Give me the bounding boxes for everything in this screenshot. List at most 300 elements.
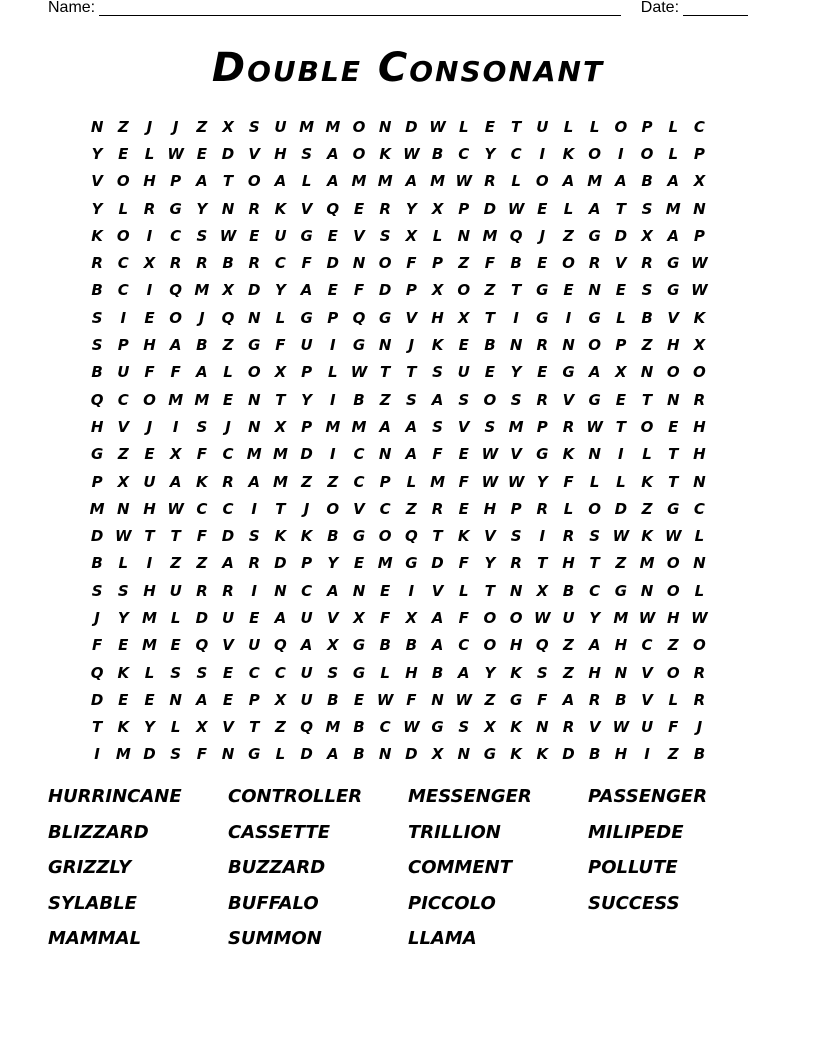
grid-letter: K — [562, 144, 575, 163]
grid-letter: D — [378, 281, 392, 300]
grid-letter: D — [143, 745, 156, 764]
grid-letter: S — [91, 581, 103, 600]
grid-letter: T — [615, 199, 626, 218]
grid-letter: F — [563, 472, 574, 491]
grid-letter: E — [144, 690, 155, 709]
grid-letter: M — [142, 608, 157, 627]
grid-letter: T — [275, 499, 286, 518]
grid-letter: T — [91, 718, 103, 737]
grid-letter: K — [457, 527, 470, 546]
grid-letter: V — [667, 308, 680, 327]
grid-letter: L — [301, 172, 312, 191]
grid-letter: N — [588, 445, 601, 464]
grid-letter: W — [481, 472, 499, 491]
grid-letter: L — [275, 308, 286, 327]
grid-letter: F — [406, 254, 417, 273]
grid-letter: E — [327, 281, 338, 300]
grid-letter: U — [117, 363, 130, 382]
grid-letter: O — [352, 144, 366, 163]
grid-letter: Z — [641, 336, 653, 355]
grid-letter: I — [539, 144, 546, 163]
grid-letter: O — [535, 172, 549, 191]
grid-letter: C — [458, 144, 470, 163]
grid-letter: A — [326, 144, 339, 163]
grid-letter: T — [641, 390, 653, 409]
grid-letter: O — [588, 144, 602, 163]
grid-letter: G — [667, 281, 680, 300]
grid-letter: O — [509, 608, 523, 627]
grid-letter: M — [142, 636, 157, 655]
grid-letter: D — [90, 527, 104, 546]
grid-letter: L — [406, 472, 417, 491]
grid-letter: F — [353, 281, 365, 300]
grid-letter: B — [641, 172, 653, 191]
grid-letter: R — [562, 527, 575, 546]
grid-letter: N — [457, 226, 470, 245]
grid-letter: V — [641, 690, 653, 709]
grid-letter: W — [455, 172, 472, 191]
grid-letter: L — [118, 199, 129, 218]
grid-letter: R — [693, 690, 706, 709]
grid-letter: I — [120, 308, 127, 327]
grid-letter: I — [329, 336, 336, 355]
grid-letter: S — [248, 527, 260, 546]
grid-letter: W — [167, 499, 184, 518]
grid-letter: Q — [352, 308, 366, 327]
grid-letter: Z — [667, 745, 679, 764]
grid-row — [84, 277, 713, 304]
grid-letter: S — [536, 663, 548, 682]
grid-letter: W — [638, 608, 656, 627]
grid-letter: S — [117, 581, 129, 600]
grid-letter: X — [431, 199, 444, 218]
grid-letter: N — [509, 581, 523, 600]
grid-letter: J — [172, 117, 179, 136]
grid-letter: L — [563, 499, 574, 518]
grid-letter: G — [248, 745, 261, 764]
grid-letter: N — [457, 745, 470, 764]
grid-letter: U — [300, 336, 313, 355]
grid-letter: V — [222, 636, 234, 655]
grid-letter: Z — [117, 117, 129, 136]
grid-letter: W — [219, 226, 237, 245]
grid-letter: W — [691, 281, 708, 300]
grid-letter: F — [91, 636, 103, 655]
grid-letter: M — [587, 172, 603, 191]
grid-letter: P — [170, 172, 182, 191]
grid-letter: S — [510, 527, 522, 546]
grid-letter: E — [144, 445, 155, 464]
grid-letter: K — [510, 745, 522, 764]
grid-row — [84, 249, 713, 276]
grid-letter: S — [641, 199, 653, 218]
date-field-line — [683, 1, 748, 16]
grid-letter: S — [327, 663, 339, 682]
grid-letter: A — [169, 472, 182, 491]
grid-letter: K — [117, 663, 130, 682]
grid-letter: O — [169, 308, 183, 327]
grid-letter: T — [432, 527, 443, 546]
grid-letter: G — [483, 745, 497, 764]
grid-letter: Q — [404, 527, 418, 546]
grid-letter: C — [379, 499, 391, 518]
grid-letter: S — [458, 390, 470, 409]
grid-letter: E — [118, 690, 129, 709]
word-list-item: CASSETTE — [228, 821, 330, 843]
grid-letter: A — [274, 172, 287, 191]
grid-letter: C — [117, 254, 129, 273]
grid-letter: A — [588, 636, 601, 655]
grid-letter: N — [378, 117, 392, 136]
grid-letter: H — [431, 308, 444, 327]
grid-letter: B — [327, 690, 339, 709]
grid-letter: H — [483, 499, 497, 518]
grid-letter: M — [377, 172, 393, 191]
grid-letter: Q — [274, 636, 287, 655]
grid-letter: I — [172, 417, 179, 436]
grid-letter: R — [536, 390, 549, 409]
grid-letter: P — [458, 199, 470, 218]
grid-letter: N — [693, 472, 706, 491]
grid-letter: B — [693, 745, 706, 764]
grid-letter: T — [275, 390, 286, 409]
grid-letter: V — [248, 144, 261, 163]
grid-letter: O — [483, 390, 497, 409]
grid-letter: Q — [326, 199, 340, 218]
grid-letter: W — [167, 144, 184, 163]
grid-letter: W — [403, 144, 420, 163]
grid-letter: K — [536, 745, 549, 764]
grid-letter: N — [247, 417, 261, 436]
grid-letter: B — [431, 663, 444, 682]
grid-letter: P — [327, 308, 339, 327]
grid-letter: R — [196, 254, 208, 273]
grid-letter: E — [327, 226, 338, 245]
grid-letter: G — [509, 690, 523, 709]
grid-letter: H — [588, 663, 601, 682]
grid-letter: V — [562, 390, 575, 409]
page-title: Double Consonant — [211, 45, 605, 91]
grid-letter: M — [665, 199, 681, 218]
grid-letter: W — [534, 608, 551, 627]
grid-letter: H — [693, 445, 706, 464]
grid-letter: O — [666, 363, 680, 382]
grid-letter: F — [144, 363, 155, 382]
grid-letter: H — [274, 144, 287, 163]
grid-letter: M — [194, 390, 210, 409]
grid-letter: B — [91, 281, 103, 300]
grid-row — [84, 522, 713, 549]
grid-letter: B — [222, 254, 234, 273]
grid-letter: J — [303, 499, 310, 518]
grid-row — [84, 659, 713, 686]
grid-row — [84, 604, 713, 631]
grid-letter: L — [668, 690, 678, 709]
word-list-item: BLIZZARD — [48, 821, 149, 843]
grid-letter: V — [615, 254, 627, 273]
grid-letter: A — [457, 663, 470, 682]
grid-letter: L — [616, 472, 626, 491]
word-list-item: BUZZARD — [228, 857, 326, 878]
grid-letter: C — [353, 445, 365, 464]
grid-letter: L — [642, 445, 652, 464]
grid-row — [84, 386, 713, 413]
grid-letter: E — [144, 308, 155, 327]
grid-letter: M — [482, 226, 498, 245]
grid-letter: R — [693, 390, 706, 409]
grid-letter: A — [196, 363, 208, 382]
grid-letter: D — [405, 117, 418, 136]
grid-letter: L — [144, 663, 155, 682]
grid-letter: Q — [169, 281, 183, 300]
grid-letter: I — [146, 281, 153, 300]
grid-letter: M — [89, 499, 105, 518]
grid-letter: G — [588, 308, 601, 327]
grid-letter: V — [326, 608, 339, 627]
grid-letter: H — [614, 636, 628, 655]
grid-letter: Z — [196, 554, 208, 573]
grid-letter: U — [562, 608, 575, 627]
grid-letter: S — [170, 663, 182, 682]
grid-letter: O — [247, 363, 261, 382]
word-list-item: SYLABLE — [48, 892, 137, 914]
grid-letter: I — [251, 499, 258, 518]
grid-letter: G — [169, 199, 182, 218]
grid-letter: D — [562, 745, 575, 764]
grid-letter: C — [353, 472, 365, 491]
grid-letter: Z — [405, 499, 417, 518]
grid-letter: A — [248, 472, 261, 491]
grid-letter: X — [222, 281, 234, 300]
grid-letter: N — [247, 308, 261, 327]
grid-letter: L — [223, 363, 233, 382]
grid-letter: G — [536, 308, 549, 327]
grid-letter: M — [613, 608, 629, 627]
word-list-item: MAMMAL — [48, 928, 142, 949]
grid-row — [84, 441, 713, 468]
grid-letter: W — [115, 527, 132, 546]
grid-letter: Z — [117, 445, 129, 464]
grid-letter: H — [614, 745, 628, 764]
grid-letter: A — [196, 690, 208, 709]
grid-letter: G — [90, 445, 104, 464]
grid-letter: E — [118, 144, 129, 163]
grid-letter: U — [169, 581, 182, 600]
grid-row — [84, 495, 713, 522]
grid-letter: D — [614, 499, 628, 518]
grid-letter: T — [249, 718, 260, 737]
grid-letter: A — [431, 608, 444, 627]
grid-letter: X — [222, 117, 234, 136]
grid-letter: D — [247, 281, 261, 300]
grid-letter: Y — [484, 144, 496, 163]
grid-letter: Z — [667, 636, 679, 655]
grid-letter: P — [117, 336, 129, 355]
grid-letter: V — [641, 663, 653, 682]
grid-letter: J — [539, 226, 546, 245]
grid-letter: M — [325, 417, 341, 436]
grid-letter: V — [457, 417, 470, 436]
grid-letter: W — [612, 527, 630, 546]
grid-letter: B — [431, 144, 444, 163]
grid-letter: O — [352, 117, 366, 136]
grid-letter: F — [458, 554, 469, 573]
grid-letter: H — [562, 554, 575, 573]
grid-letter: K — [641, 472, 653, 491]
grid-letter: E — [222, 690, 234, 709]
grid-letter: W — [455, 690, 472, 709]
grid-row — [84, 222, 713, 249]
grid-letter: E — [615, 390, 626, 409]
grid-letter: X — [693, 172, 706, 191]
grid-letter: D — [431, 554, 444, 573]
grid-letter: R — [693, 663, 706, 682]
grid-letter: D — [405, 745, 418, 764]
grid-letter: X — [405, 226, 418, 245]
grid-letter: G — [431, 718, 444, 737]
grid-letter: N — [247, 390, 261, 409]
grid-letter: K — [300, 527, 313, 546]
grid-letter: D — [90, 690, 104, 709]
grid-letter: O — [562, 254, 575, 273]
grid-letter: V — [484, 527, 496, 546]
grid-letter: M — [508, 417, 524, 436]
grid-letter: U — [248, 636, 261, 655]
grid-letter: R — [588, 690, 601, 709]
grid-letter: L — [432, 226, 443, 245]
grid-letter: H — [693, 417, 706, 436]
grid-letter: E — [222, 390, 234, 409]
grid-letter: R — [484, 172, 496, 191]
grid-letter: O — [693, 363, 706, 382]
grid-letter: J — [225, 417, 231, 436]
grid-letter: I — [513, 308, 519, 327]
grid-letter: O — [614, 117, 628, 136]
grid-letter: J — [199, 308, 205, 327]
grid-letter: X — [353, 608, 365, 627]
grid-letter: J — [408, 336, 415, 355]
grid-letter: H — [143, 172, 156, 191]
grid-letter: F — [406, 690, 417, 709]
grid-letter: W — [403, 718, 420, 737]
grid-letter: U — [274, 117, 287, 136]
name-field-line — [99, 1, 621, 16]
grid-letter: N — [378, 745, 392, 764]
grid-letter: S — [641, 281, 653, 300]
grid-letter: P — [510, 499, 522, 518]
grid-letter: X — [169, 445, 182, 464]
grid-letter: M — [246, 445, 262, 464]
grid-letter: C — [117, 281, 129, 300]
grid-letter: T — [615, 417, 626, 436]
grid-letter: Y — [510, 363, 522, 382]
grid-letter: L — [144, 144, 155, 163]
grid-letter: B — [562, 581, 575, 600]
grid-letter: X — [641, 226, 653, 245]
grid-letter: C — [301, 581, 313, 600]
grid-letter: L — [589, 472, 600, 491]
grid-letter: N — [588, 281, 601, 300]
grid-letter: O — [666, 581, 680, 600]
grid-letter: K — [91, 226, 103, 245]
grid-letter: A — [431, 636, 444, 655]
grid-letter: V — [353, 499, 365, 518]
grid-letter: Y — [196, 199, 208, 218]
grid-letter: R — [431, 499, 444, 518]
grid-letter: A — [405, 445, 418, 464]
grid-letter: M — [639, 554, 655, 573]
grid-letter: T — [170, 527, 181, 546]
grid-letter: I — [329, 390, 336, 409]
grid-letter: Y — [327, 554, 339, 573]
grid-letter: Z — [379, 390, 391, 409]
grid-letter: N — [90, 117, 104, 136]
grid-letter: D — [300, 445, 313, 464]
grid-letter: Z — [484, 690, 496, 709]
grid-letter: O — [483, 636, 497, 655]
grid-letter: L — [668, 144, 678, 163]
grid-letter: C — [222, 499, 234, 518]
grid-letter: P — [536, 417, 548, 436]
grid-letter: O — [378, 527, 392, 546]
grid-letter: B — [91, 363, 103, 382]
grid-letter: U — [300, 690, 313, 709]
grid-letter: C — [379, 718, 391, 737]
grid-letter: E — [615, 281, 626, 300]
grid-letter: N — [666, 390, 680, 409]
grid-letter: A — [615, 172, 627, 191]
grid-letter: S — [510, 390, 522, 409]
grid-letter: O — [640, 417, 654, 436]
grid-letter: L — [668, 117, 678, 136]
grid-letter: S — [405, 390, 417, 409]
grid-letter: T — [222, 172, 234, 191]
grid-letter: A — [379, 417, 391, 436]
grid-letter: E — [458, 336, 469, 355]
grid-letter: M — [168, 390, 184, 409]
word-search-grid — [84, 113, 713, 768]
grid-letter: B — [588, 745, 601, 764]
grid-row — [84, 741, 713, 768]
grid-letter: S — [196, 417, 208, 436]
grid-letter: X — [693, 336, 706, 355]
grid-letter: Z — [563, 636, 574, 655]
grid-letter: Z — [563, 226, 574, 245]
grid-letter: G — [352, 527, 366, 546]
grid-row — [84, 113, 713, 140]
grid-letter: W — [507, 472, 525, 491]
grid-letter: Q — [90, 663, 104, 682]
grid-letter: W — [691, 254, 708, 273]
grid-letter: F — [432, 445, 443, 464]
grid-letter: V — [510, 445, 522, 464]
grid-letter: L — [328, 363, 338, 382]
grid-letter: R — [562, 417, 575, 436]
word-list-item: COMMENT — [408, 857, 512, 878]
grid-letter: E — [353, 199, 365, 218]
grid-letter: N — [221, 745, 235, 764]
grid-letter: O — [693, 636, 706, 655]
grid-letter: N — [562, 336, 575, 355]
grid-letter: P — [379, 472, 391, 491]
grid-letter: T — [406, 363, 417, 382]
grid-letter: Q — [535, 636, 549, 655]
grid-letter: O — [588, 336, 602, 355]
grid-letter: A — [326, 745, 339, 764]
grid-letter: R — [588, 254, 601, 273]
grid-letter: W — [612, 718, 630, 737]
grid-letter: I — [408, 581, 415, 600]
